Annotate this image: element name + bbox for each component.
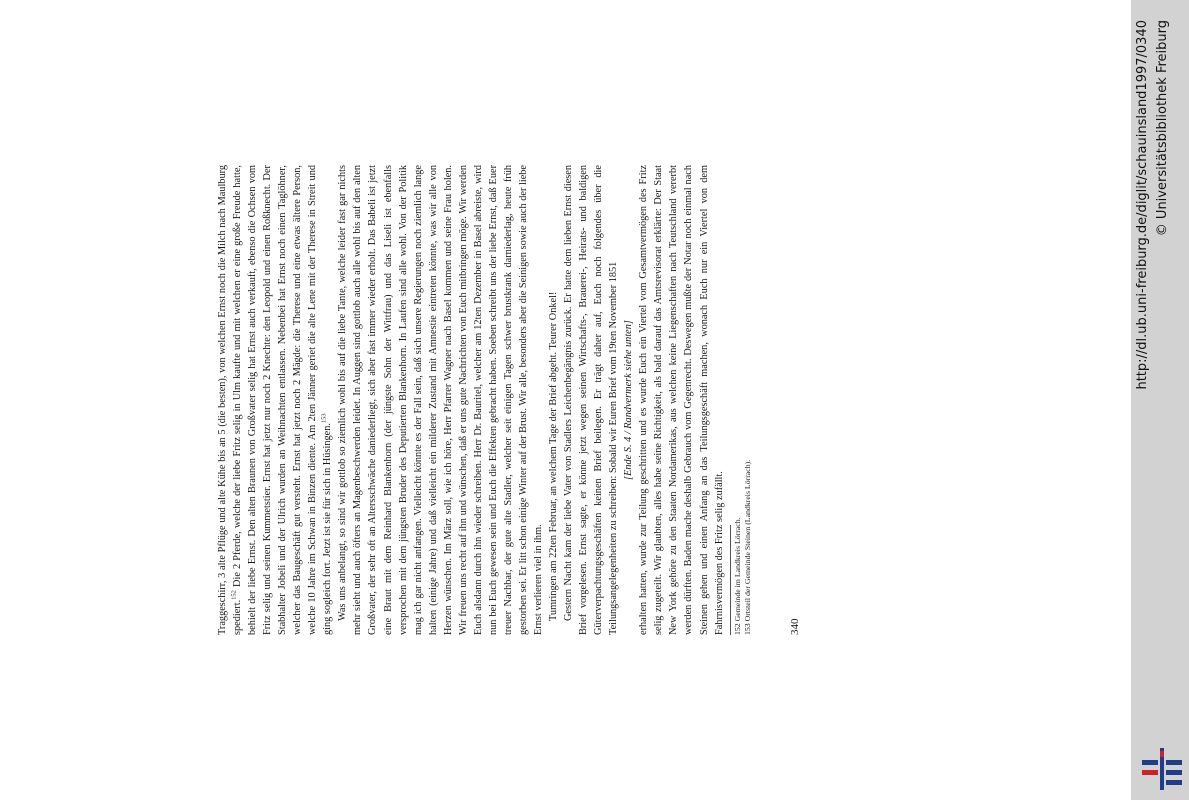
sidebar-text	[1133, 20, 1187, 780]
footnote-ref-153: 153	[320, 413, 328, 424]
paragraph-3: Tumringen am 22ten Februar, an welchem Tage der Brief abgeht. Teurer Onkel!	[548, 291, 560, 621]
paragraph-1: Traggeschirr, 3 alte Pflüge und alte Kühe bis an 5 (die besten), von welchen Ernst noch die Milch nach Maulburg spediert.$^{152}$ Die 2 Pferde, welche der liebe Fritz selig in Ulm kaufte und mit welchen er eine große Freude hatte, behielt der liebe Ernst. Den alten Braunen von Großvater selig hat Ernst auch verkauft, ebenso die Ochsen vom Fritz selig und seinen Kummetstier. Ernst hat jetzt nur noch 2 Knechte: den Leopold und einen Roßknecht. Der Stabhalter Jobeli und der Ulrich wurden an Weihnachten entlassen. Nebenbei hat Ernst noch einen Taglöhner, welcher das Baugeschäft gut versteht. Ernst hat jetzt noch 2 Mägde: die Therese und eine etwas ältere Person, welche 10 Jahre im Schwan in Binzen diente. Am 2ten Jänner geriet die alte Lene mit der Therese in Streit und ging sogleich fort. Jetzt ist sie für sich in Hüsingen.$^{153}$	[217, 165, 334, 635]
footnotes	[730, 459, 754, 635]
paragraph-5: erhalten hatten, wurde zur Teilung geschritten und es wurde Euch ein Viertel vom Gesamtvermögen des Fritz selig zugeteilt. Wir glaubten, alles habe seine Richtigkeit, als bald darauf das Amtsrevisorat erklärte: Der Staat New York gehöre zu den Staaten Nordamerikas, aus welchen keine Liegenschaften nach Teutschland vererbt werden dürften. Baden mache deshalb Gebrauch vom Gegenrecht. Deswegen mußte der Notar noch einmal nach Steinen gehen und einen Anfang an das Teilungsgeschäft machen, wonach Euch nur ein Viertel von dem Fahrnisvermögen des Fritz selig zufällt.	[638, 165, 725, 635]
page-number: 340	[788, 618, 801, 635]
footnote-ref-152: 152	[230, 590, 238, 600]
rotated-text-column	[215, 165, 915, 635]
footnote-152: 152 Gemeinde im Landkreis Lörrach.	[732, 517, 742, 635]
margin-note: [Ende S. 4 / Randvermerk siehe unten]	[623, 320, 635, 480]
copyright-notice: © Universitätsbibliothek Freiburg	[1155, 20, 1170, 237]
paragraph-4: Gestern Nacht kam der liebe Vater von Stadlers Leichenbegängnis zurück. Er hatte dem lieben Ernst diesen Brief vorgelesen. Ernst sagte, er könne jetzt wegen seinen Wirtschafts-, Brauerei-, Heirats- und baldigen Güterverpachtungsgeschäften keinen Brief beilegen. Er trägt daher auf, Euch noch folgendes über die Teilungsangelegenheiten zu schreiben: Sobald wir Euren Brief vom 19ten November 1851	[563, 165, 620, 635]
source-url-link[interactable]: http://dl.ub.uni-freiburg.de/diglit/schauinsland1997/0340	[1135, 20, 1150, 390]
footnote-153: 153 Ortsteil der Gemeinde Steinen (Landkreis Lörrach).	[743, 459, 753, 635]
paragraph-2: Was uns anbelangt, so sind wir gottlob so ziemlich wohl bis auf die liebe Tante, welche leider fast gar nichts mehr sieht und auch öfters an Magenbeschwerden leidet. In Auggen sind gottlob auch alle wohl bis auf den alten Großvater, der sehr oft an Altersschwäche daniederliegt, sich aber fast immer wieder erholt. Das Babeli ist jetzt eine Braut mit dem Reinhard Blankenhorn (der jüngste Sohn der Wittfrau) und das Liseli ist ebenfalls versprochen mit dem jüngsten Bruder des Deputierten Blankenhorn. In Laufen sind alle wohl. Von der Politik mag ich gar nicht anfangen. Vielleicht könnte es der Fall sein, daß sich unsere Regierungen noch ziemlich lange halten (einige Jahre) und daß vielleicht ein milderer Zustand mit Amnestie eintreten könnte, was wir alle von Herzen wünschen. Im März soll, wie ich höre, Herr Pfarrer Wagner nach Basel kommen und seine Frau holen. Wir freuen uns recht auf ihn und wünschen, daß er uns gute Nachrichten von Euch mitbringen möge. Wir werden Euch alsdann durch ihn wieder schreiben. Herr Dr. Bauritel, welcher am 12ten Dezember in Basel abreiste, wird nun bei Euch gewesen sein und Euch die Effekten gebracht haben. Soeben schreibt uns der liebe Ernst, daß Euer treuer Nachbar, der gute alte Stadler, welcher seit einigen Tagen schwer brustkrank darniederlag, heute früh gestorben sei. Er litt schon einige Winter auf der Brust. Wir alle, besonders aber die Seinigen sowie auch der liebe Ernst verlieren viel in ihm.	[337, 165, 544, 635]
library-sidebar	[1131, 0, 1189, 800]
university-library-logo-icon	[1140, 746, 1184, 792]
